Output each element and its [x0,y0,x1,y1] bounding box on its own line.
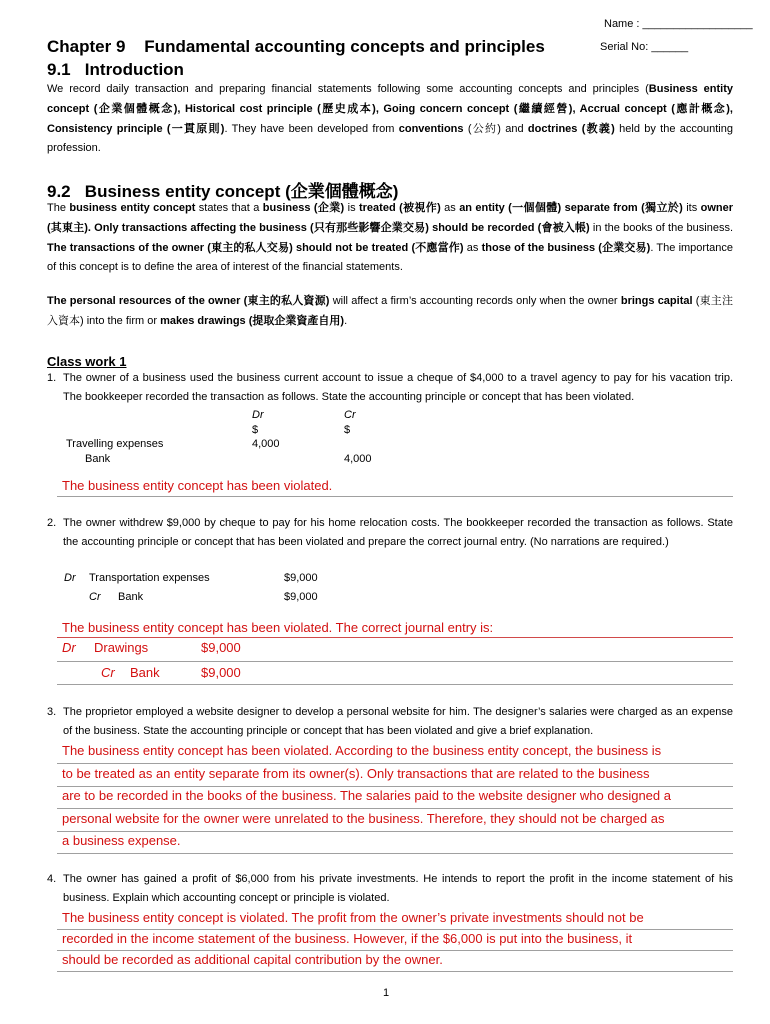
q4-answer-rule [57,950,733,951]
q2-answer-cr: Cr [101,665,115,680]
section-9-2-heading: 9.2 Business entity concept (企業個體概念) [47,182,399,201]
q4-answer-rule [57,971,733,972]
q3-text: The proprietor employed a website designer to develop a personal website for him. The designer’s salaries were charged as an expense of the business. State the accounting principle or concept that has been violated and give a brief explanation. [63,706,733,737]
section-9-1-heading: 9.1 Introduction [47,60,184,79]
q4-text: The owner has gained a profit of $6,000 from his private investments. He intends to report the profit in the income statement of his business. Explain which accounting concept or principle is violated. [63,873,733,904]
page-number: 1 [383,987,390,999]
q1-dr-header: Dr [252,409,264,421]
q1-cr-dollar: $ [344,424,351,436]
name-field-label: Name : __________________ [604,18,753,30]
q2-number: 2. [47,517,57,529]
q2-row2-amount: $9,000 [284,591,318,603]
q3-answer-rule [57,853,733,854]
q2-answer-rule-2 [57,661,733,662]
q3-answer-line: are to be recorded in the books of the business. The salaries paid to the website designer who designed a [62,788,671,803]
q3-answer-line: personal website for the owner were unrelated to the business. Therefore, they should not be charged as [62,811,665,826]
q4-answer-line: recorded in the income statement of the business. However, if the $6,000 is put into the business, it [62,931,633,946]
q3-answer-rule [57,786,733,787]
entity-paragraph-2: The personal resources of the owner (東主的私人資源) will affect a firm’s accounting records only when the owner brings capital (東主注入資本) into the firm or makes drawings (提取企業資產自用). [47,295,733,327]
serial-no-label: Serial No: ______ [600,41,689,53]
q1-dr-dollar: $ [252,424,259,436]
q3-answer-line: The business entity concept has been violated. According to the business entity concept, the business is [62,743,662,758]
q4-answer-line: should be recorded as additional capital contribution by the owner. [62,952,443,967]
q2-row2-label: Bank [118,591,144,603]
intro-paragraph: We record daily transaction and preparing financial statements following some accounting concepts and principles (Business entity concept (企業個體概念), Historical cost principle (歷史成本), Going concern concept (繼續經營), Accrual concept (應計概念), Consistency principle (一貫原則). They have been developed from conventions (公約) and doctrines (教義) held by the accounting profession. [47,83,733,155]
q2-cr: Cr [89,591,101,603]
q4-answer-rule [57,929,733,930]
chapter-title: Chapter 9 Fundamental accounting concepts and principles [47,37,545,56]
q3-answer-rule [57,763,733,764]
q1-row1-label: Travelling expenses [66,438,164,450]
q2-answer-cr-label: Bank [130,665,160,680]
q3-number: 3. [47,706,57,718]
q2-row1-amount: $9,000 [284,572,318,584]
q1-answer-rule [57,496,733,497]
q1-row2-label: Bank [85,453,111,465]
classwork-title: Class work 1 [47,354,127,369]
q3-answer-line: a business expense. [62,833,181,848]
q3-answer-rule [57,831,733,832]
q4-number: 4. [47,873,57,885]
q3-answer-rule [57,808,733,809]
q1-cr-header: Cr [344,409,356,421]
q2-answer-cr-amount: $9,000 [201,665,241,680]
q2-answer: The business entity concept has been violated. The correct journal entry is: [62,620,494,635]
q2-answer-dr-label: Drawings [94,640,149,655]
q2-dr: Dr [64,572,76,584]
q1-row2-amount: 4,000 [344,453,372,465]
q1-answer: The business entity concept has been violated. [62,478,333,493]
q2-answer-rule-1 [57,637,733,638]
q2-answer-rule-3 [57,684,733,685]
q2-row1-label: Transportation expenses [89,572,210,584]
q2-answer-dr: Dr [62,640,76,655]
q2-text: The owner withdrew $9,000 by cheque to pay for his home relocation costs. The bookkeeper recorded the transaction as follows. State the accounting principle or concept that has been violated and prepare the correct journal entry. (No narrations are required.) [63,517,733,548]
q1-text: The owner of a business used the business current account to issue a cheque of $4,000 to a travel agency to pay for his vacation trip. The bookkeeper recorded the transaction as follows. State the accounting principle or concept that has been violated. [63,372,733,403]
q2-answer-dr-amount: $9,000 [201,640,241,655]
q3-answer-line: to be treated as an entity separate from its owner(s). Only transactions that are related to the business [62,766,650,781]
entity-paragraph-1: The business entity concept states that a business (企業) is treated (被視作) as an entity (一個個體) separate from (獨立於) its owner (其東主). Only transactions affecting the business (只有那些影響企業交易) should be recorded (會被入帳) in the books of the business. The transactions of the owner (東主的私人交易) should not be treated (不應當作) as those of the business (企業交易). The importance of this concept is to define the area of interest of the financial statements. [47,202,734,274]
q1-number: 1. [47,372,57,384]
q4-answer-line: The business entity concept is violated. The profit from the owner’s private investments should not be [62,910,644,925]
q1-row1-amount: 4,000 [252,438,280,450]
